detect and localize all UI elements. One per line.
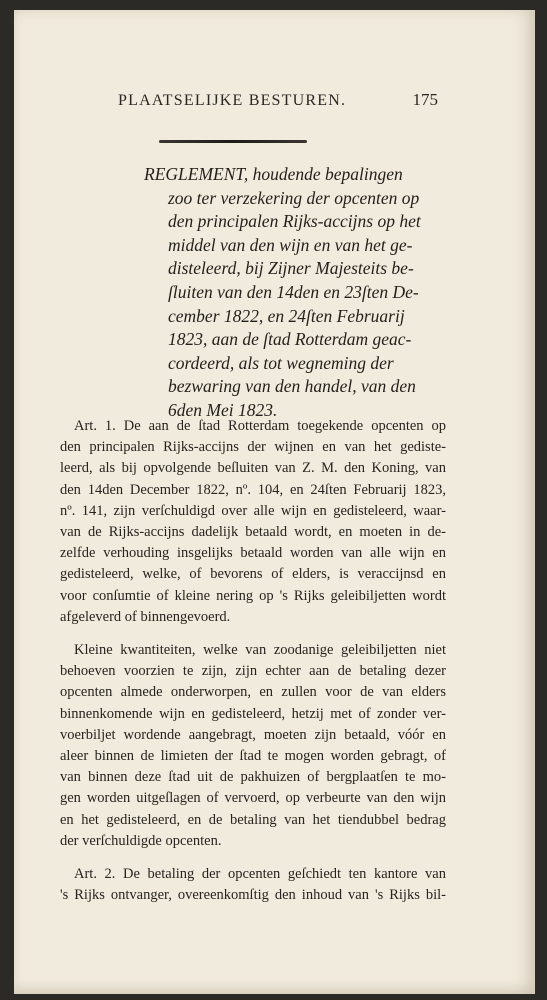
title-line: 1823, aan de ſtad Rotterdam geac-	[168, 329, 412, 350]
text-line: van de Rijks-accijns dadelijk betaald wordt, en moeten in de-	[60, 524, 446, 541]
text-line: zelfde verhouding insgelijks betaald worden van alle wijn en	[60, 545, 446, 562]
text-line: voor conſumtie of kleine nering op 's Rijks geleibiljetten wordt	[60, 587, 446, 604]
text-line: opcenten almede onderworpen, en zullen voor de van elders	[60, 684, 446, 701]
title-line: zoo ter verzekering der opcenten op	[168, 187, 420, 208]
text-line: leerd, als bij opvolgende beſluiten van Z. M. den Koning, van	[60, 460, 446, 477]
text-line: binnenkomende wijn en gedisteleerd, hetzij met of zonder ver-	[60, 705, 446, 722]
text-line: nº. 141, zijn verſchuldigd over alle wijn en gedisteleerd, waar-	[60, 502, 446, 519]
title-line: ſluiten van den 14den en 23ſten De-	[168, 281, 419, 302]
title-line: cember 1822, en 24ſten Februarij	[168, 305, 405, 326]
text-line: Art. 1. De aan de ſtad Rotterdam toegekende opcenten op	[74, 418, 446, 434]
title-line: cordeerd, als tot wegneming der	[168, 352, 394, 373]
title-line: disteleerd, bij Zijner Majesteits be-	[168, 258, 414, 279]
body-text	[60, 416, 446, 918]
page-header	[118, 90, 438, 110]
text-line: Kleine kwantiteiten, welke van zoodanige geleibiljetten niet	[74, 642, 446, 659]
text-line: afgeleverd of binnengevoerd.	[60, 608, 231, 625]
text-line: en het gedisteleerd, en de betaling van het tiendubbel bedrag	[60, 811, 446, 828]
title-line: REGLEMENT, houdende bepalingen	[144, 164, 403, 184]
text-line: den 14den December 1822, nº. 104, en 24ſten Februarij 1823,	[60, 481, 446, 498]
text-line: gen worden uitgeſlagen of vervoerd, op verbeurte van den wijn	[60, 790, 446, 807]
text-line: behoeven voorzien te zijn, zijn echter aan de betaling dezer	[60, 663, 446, 680]
page-number: 175	[412, 90, 438, 109]
title-line: 6den Mei 1823.	[168, 399, 278, 420]
title-line: den principalen Rijks-accijns op het	[168, 211, 421, 232]
text-line: Art. 2. De betaling der opcenten geſchiedt ten kantore van	[74, 866, 446, 883]
book-page	[14, 10, 535, 994]
text-line: der verſchuldigde opcenten.	[60, 832, 222, 849]
text-line: aleer binnen de limieten der ſtad te mogen worden gebragt, of	[60, 748, 446, 765]
paragraph-art-1	[60, 416, 446, 628]
decorative-rule	[159, 140, 307, 143]
text-line: den principalen Rijks-accijns der wijnen en van het gediste-	[60, 439, 446, 456]
text-line: 's Rijks ontvanger, overeenkomſtig den inhoud van 's Rijks bil-	[60, 887, 446, 904]
running-title: PLAATSELIJKE BESTUREN.	[118, 92, 347, 109]
text-line: gedisteleerd, welke, of bevorens of elders, is veraccijnsd en	[60, 566, 446, 583]
text-line: van binnen deze ſtad uit de pakhuizen of bergplaatſen te mo-	[60, 769, 446, 786]
title-line: middel van den wijn en van het ge-	[168, 234, 413, 255]
text-line: voerbiljet wordende aangebragt, moeten zijn betaald, vóór en	[60, 726, 446, 743]
regulation-title	[144, 163, 440, 423]
paragraph-kleine-kwantiteiten	[60, 640, 446, 852]
paragraph-art-2	[60, 864, 446, 906]
title-line: bezwaring van den handel, van den	[168, 376, 416, 397]
